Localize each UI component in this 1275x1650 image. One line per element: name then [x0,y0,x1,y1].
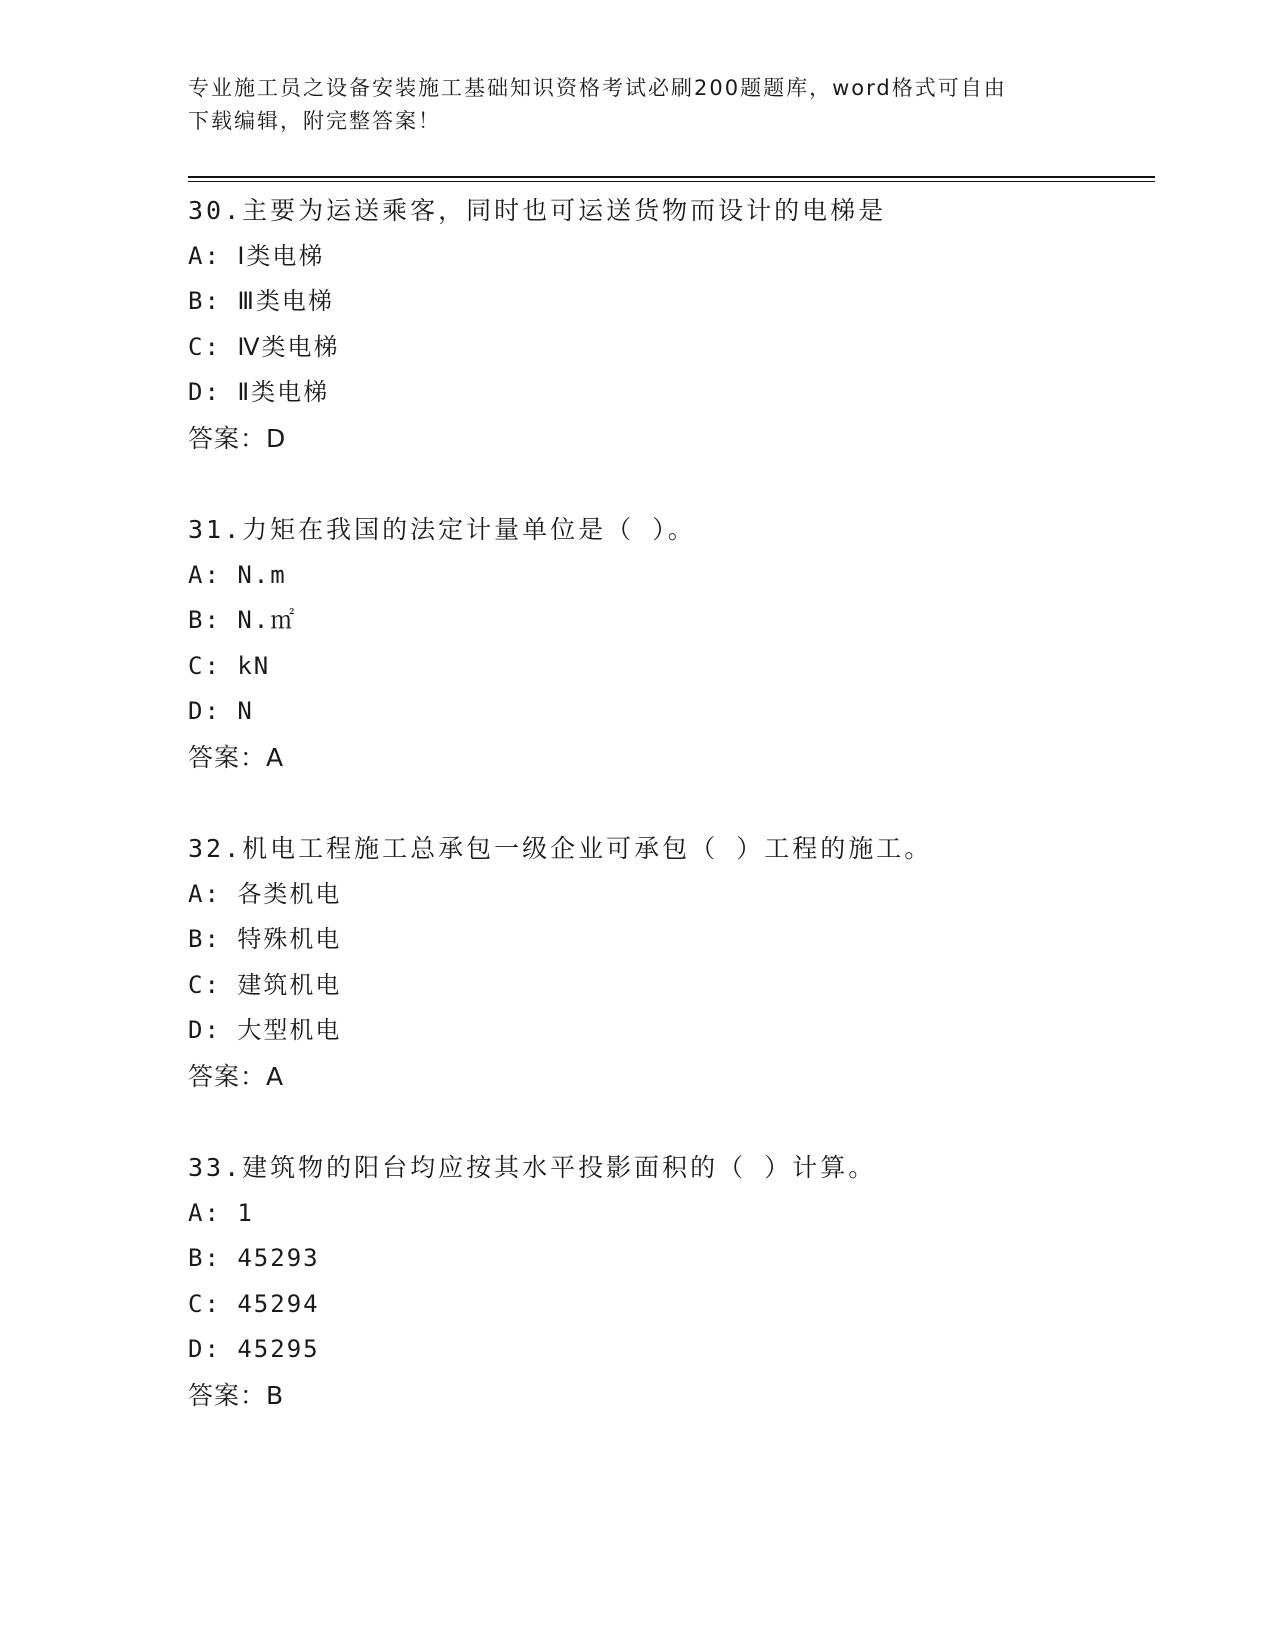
option-d: D: Ⅱ类电梯 [188,378,330,407]
question-33 [188,1145,1148,1419]
option-c: C: kN [188,651,271,680]
header-line-1: 专业施工员之设备安装施工基础知识资格考试必刷200题题库，word格式可自由 [188,76,1007,100]
option-d: D: 45295 [188,1335,320,1364]
document-header [188,72,1078,138]
option-a: A: 各类机电 [188,879,342,908]
header-line-2: 下载编辑，附完整答案！ [188,109,441,133]
option-a: A: 1 [188,1198,254,1227]
option-a: A: N.m [188,560,287,589]
option-d: D: N [188,697,254,726]
question-31 [188,507,1148,781]
option-c: C: 建筑机电 [188,970,342,999]
header-divider-thick [188,176,1155,178]
option-c: C: 45294 [188,1289,320,1318]
question-title: 33.建筑物的阳台均应按其水平投影面积的（ ）计算。 [188,1153,877,1182]
option-b: B: Ⅲ类电梯 [188,287,334,316]
answer: 答案：B [188,1380,285,1410]
question-title: 31.力矩在我国的法定计量单位是（ ）。 [188,515,696,544]
option-a: A: Ⅰ类电梯 [188,241,325,270]
answer: 答案：A [188,742,285,772]
header-divider-thin [188,181,1155,182]
question-title: 30.主要为运送乘客，同时也可运送货物而设计的电梯是 [188,196,887,225]
question-30 [188,188,1148,462]
question-32 [188,826,1148,1100]
answer: 答案：D [188,423,287,453]
option-b: B: 特殊机电 [188,925,342,954]
option-d: D: 大型机电 [188,1016,342,1045]
question-title: 32.机电工程施工总承包一级企业可承包（ ）工程的施工。 [188,834,933,863]
option-c: C: Ⅳ类电梯 [188,332,340,361]
answer: 答案：A [188,1061,285,1091]
option-b: B: N.㎡ [188,606,297,635]
option-b: B: 45293 [188,1244,320,1273]
